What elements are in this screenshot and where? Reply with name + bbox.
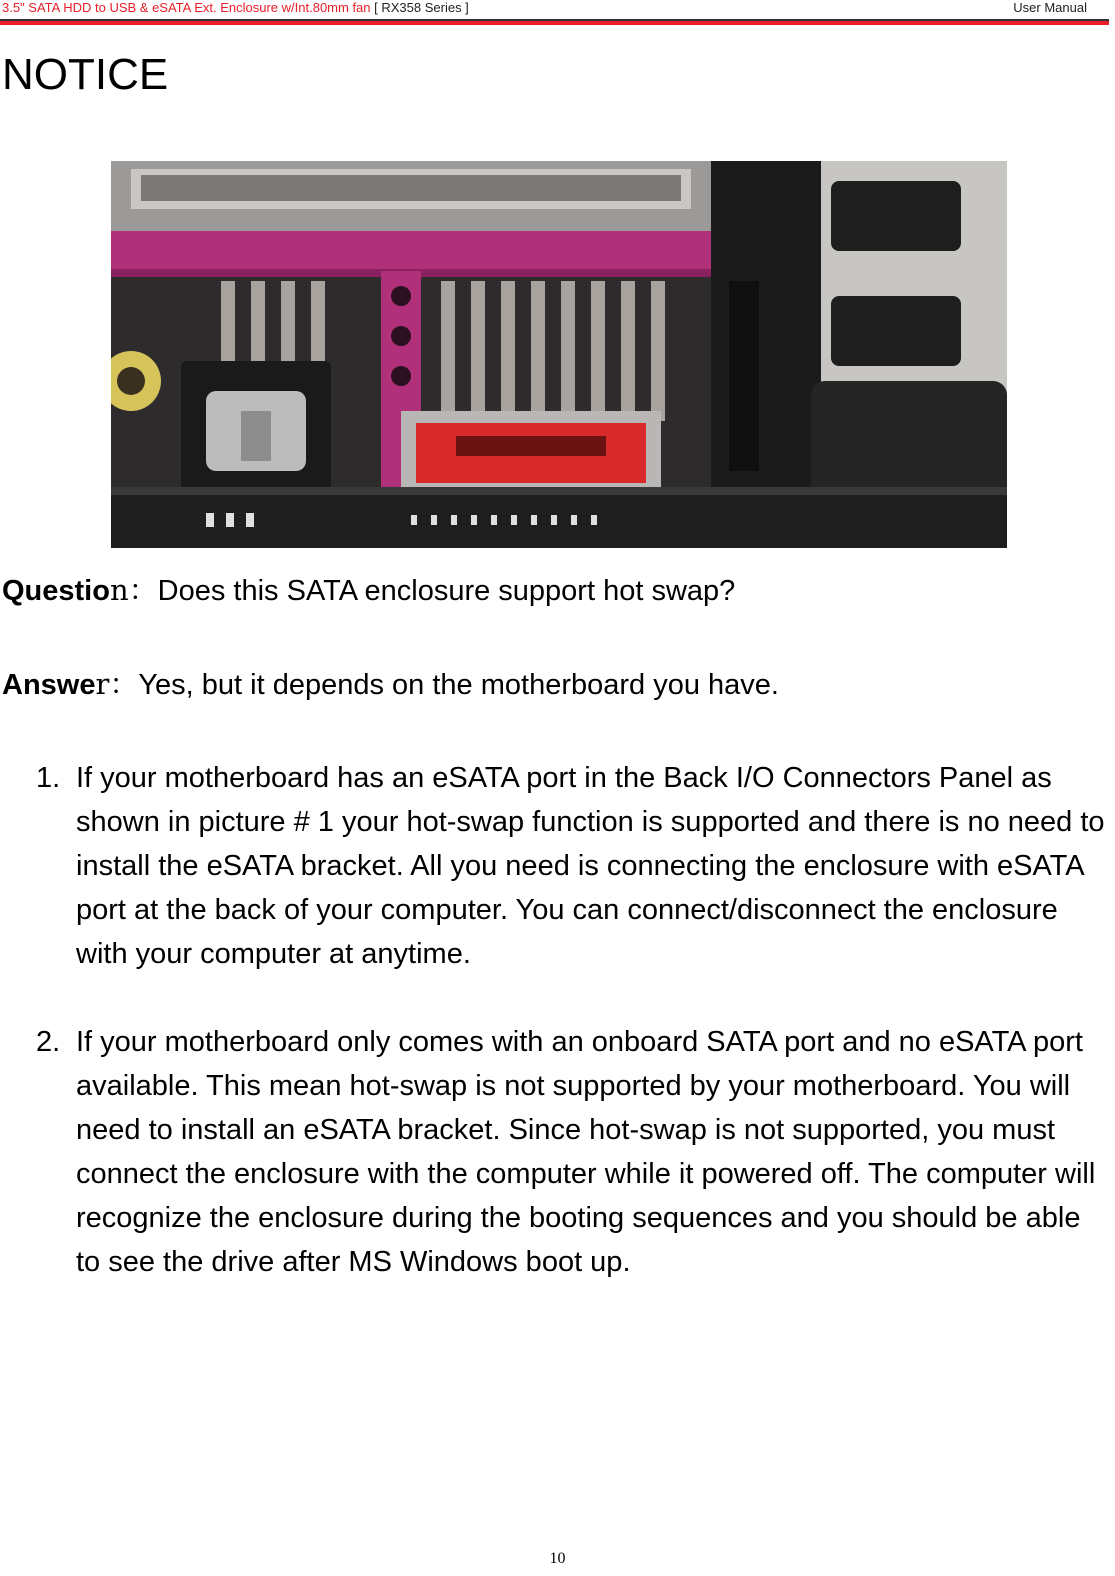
question-line [2,572,735,609]
header-product-name: 3.5" SATA HDD to USB & eSATA Ext. Enclosure w/Int.80mm fan [2,0,371,15]
answer-label-main: Answe [2,669,96,701]
instructions-list [0,756,1112,1328]
answer-label-tail: r [95,667,110,701]
page-title: NOTICE [2,50,169,99]
page-number: 10 [549,1550,566,1567]
question-label-main: Questio [2,575,110,607]
answer-line [2,666,779,703]
header-dark-rule [0,19,1109,21]
page-header [0,0,1109,22]
list-item-text: If your motherboard has an eSATA port in the Back I/O Connectors Panel as shown in picture # 1 your hot-swap function is supported and there is no need to install the eSATA bracket. All you need is connecting the enclosure with eSATA port at the back of your computer. You can connect/disconnect the enclosure with your computer at anytime. [76,762,1105,970]
question-label [2,575,129,607]
answer-text: ：Yes, but it depends on the motherboard you have. [109,669,779,701]
question-text: ：Does this SATA enclosure support hot swap? [128,575,736,607]
header-manual-label: User Manual [1013,0,1087,15]
list-item-number: 1. [36,762,61,794]
question-label-tail: n [109,573,129,607]
header-series: [ RX358 Series ] [374,0,469,15]
answer-label [2,669,109,701]
motherboard-io-photo [111,161,1007,548]
list-item-number: 2. [36,1026,61,1058]
list-item [0,1020,1112,1284]
list-item-text: If your motherboard only comes with an onboard SATA port and no eSATA port available. This mean hot-swap is not supported by your motherboard. You will need to install an eSATA bracket. Since hot-swap is not supported, you must connect the enclosure with the computer while it powered off. The computer will recognize the enclosure during the booting sequences and you should be able to see the drive after MS Windows boot up. [76,1026,1096,1278]
list-item [0,756,1112,976]
header-document-title [2,0,469,16]
